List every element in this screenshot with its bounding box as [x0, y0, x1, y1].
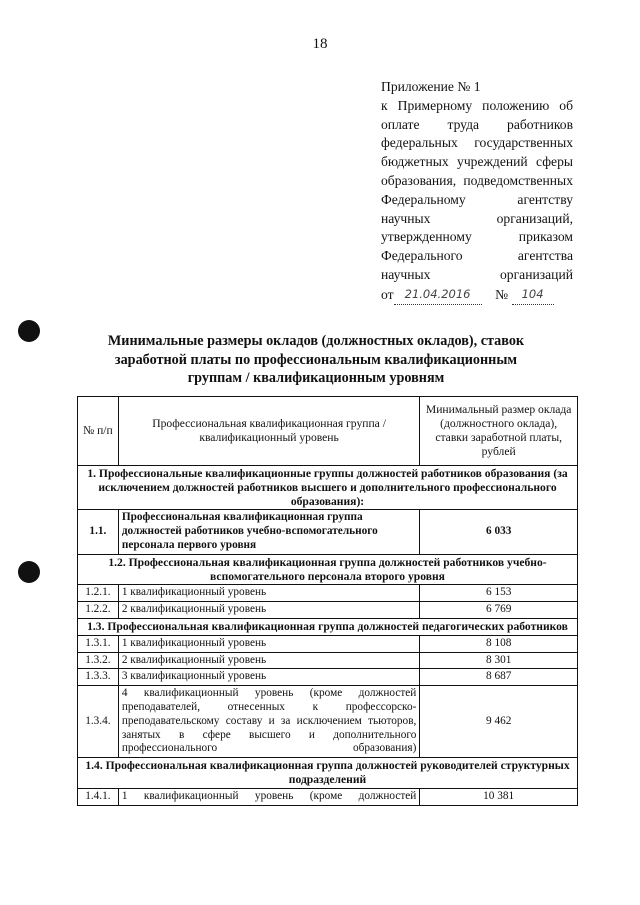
row-num: 1.3.3. [78, 669, 119, 686]
order-reference [381, 285, 573, 305]
row-num: 1.3.1. [78, 635, 119, 652]
page-number: 18 [312, 36, 328, 52]
handwritten-number: 104 [512, 285, 554, 305]
row-name: 4 квалификационный уровень (кроме должностей преподавателей, отнесенных к профессорско-преподавательскому составу и за исключением тьюторов, занятых в сфере высшего и дополнительного профессионального образования) [118, 686, 420, 758]
header-num: № п/п [78, 397, 119, 466]
table-row [78, 652, 578, 669]
row-value: 10 381 [420, 788, 578, 805]
row-num: 1.3.2. [78, 652, 119, 669]
table-row [78, 669, 578, 686]
row-name: 1 квалификационный уровень [118, 635, 420, 652]
row-num: 1.1. [78, 510, 119, 554]
row-value: 6 769 [420, 602, 578, 619]
row-num: 1.2.2. [78, 602, 119, 619]
section-title: 1. Профессиональные квалификационные группы должностей работников образования (за исключением должностей работников высшего и дополнительного профессионального образования): [78, 466, 578, 510]
section-row [78, 554, 578, 585]
section-title: 1.2. Профессиональная квалификационная группа должностей работников учебно-вспомогательного персонала второго уровня [78, 554, 578, 585]
row-num: 1.2.1. [78, 585, 119, 602]
table-row [78, 510, 578, 554]
handwritten-date: 21.04.2016 [394, 285, 482, 305]
section-row [78, 618, 578, 635]
document-heading: Минимальные размеры окладов (должностных окладов), ставок заработной платы по профессиональным квалификационным группам / квалификационным уровням [107, 333, 525, 386]
row-name: 2 квалификационный уровень [118, 652, 420, 669]
table-row [78, 602, 578, 619]
table-row [78, 585, 578, 602]
appendix-title: Приложение № 1 [381, 79, 481, 94]
row-value: 8 687 [420, 669, 578, 686]
section-title: 1.3. Профессиональная квалификационная группа должностей педагогических работников [78, 618, 578, 635]
row-num: 1.4.1. [78, 788, 119, 805]
row-name: 3 квалификационный уровень [118, 669, 420, 686]
appendix-body: к Примерному положению об оплате труда работников федеральных государственных бюджетных учреждений сферы образования, подведомственных Федеральному агентству научных организаций, утвержденному приказом Федерального агентства научных организаций [381, 97, 573, 282]
table-row [78, 686, 578, 758]
row-value: 6 033 [420, 510, 578, 554]
row-name: 1 квалификационный уровень [118, 585, 420, 602]
section-title: 1.4. Профессиональная квалификационная группа должностей руководителей структурных подразделений [78, 758, 578, 789]
row-name: 2 квалификационный уровень [118, 602, 420, 619]
from-label: от [381, 286, 394, 302]
row-value: 6 153 [420, 585, 578, 602]
row-name: Профессиональная квалификационная группа должностей работников учебно-вспомогательного персонала первого уровня [118, 510, 420, 554]
section-row [78, 758, 578, 789]
punch-hole-mark [18, 320, 40, 342]
row-value: 9 462 [420, 686, 578, 758]
header-group: Профессиональная квалификационная группа / квалификационный уровень [118, 397, 420, 466]
salary-table [77, 396, 578, 806]
row-num: 1.3.4. [78, 686, 119, 758]
row-name: 1 квалификационный уровень (кроме должностей [118, 788, 420, 805]
table-row [78, 635, 578, 652]
table-header-row [78, 397, 578, 466]
number-label: № [495, 286, 509, 302]
section-row [78, 466, 578, 510]
appendix-block [381, 78, 573, 305]
row-value: 8 108 [420, 635, 578, 652]
punch-hole-mark [18, 561, 40, 583]
table-row [78, 788, 578, 805]
row-value: 8 301 [420, 652, 578, 669]
header-salary: Минимальный размер оклада (должностного оклада), ставки заработной платы, рублей [420, 397, 578, 466]
